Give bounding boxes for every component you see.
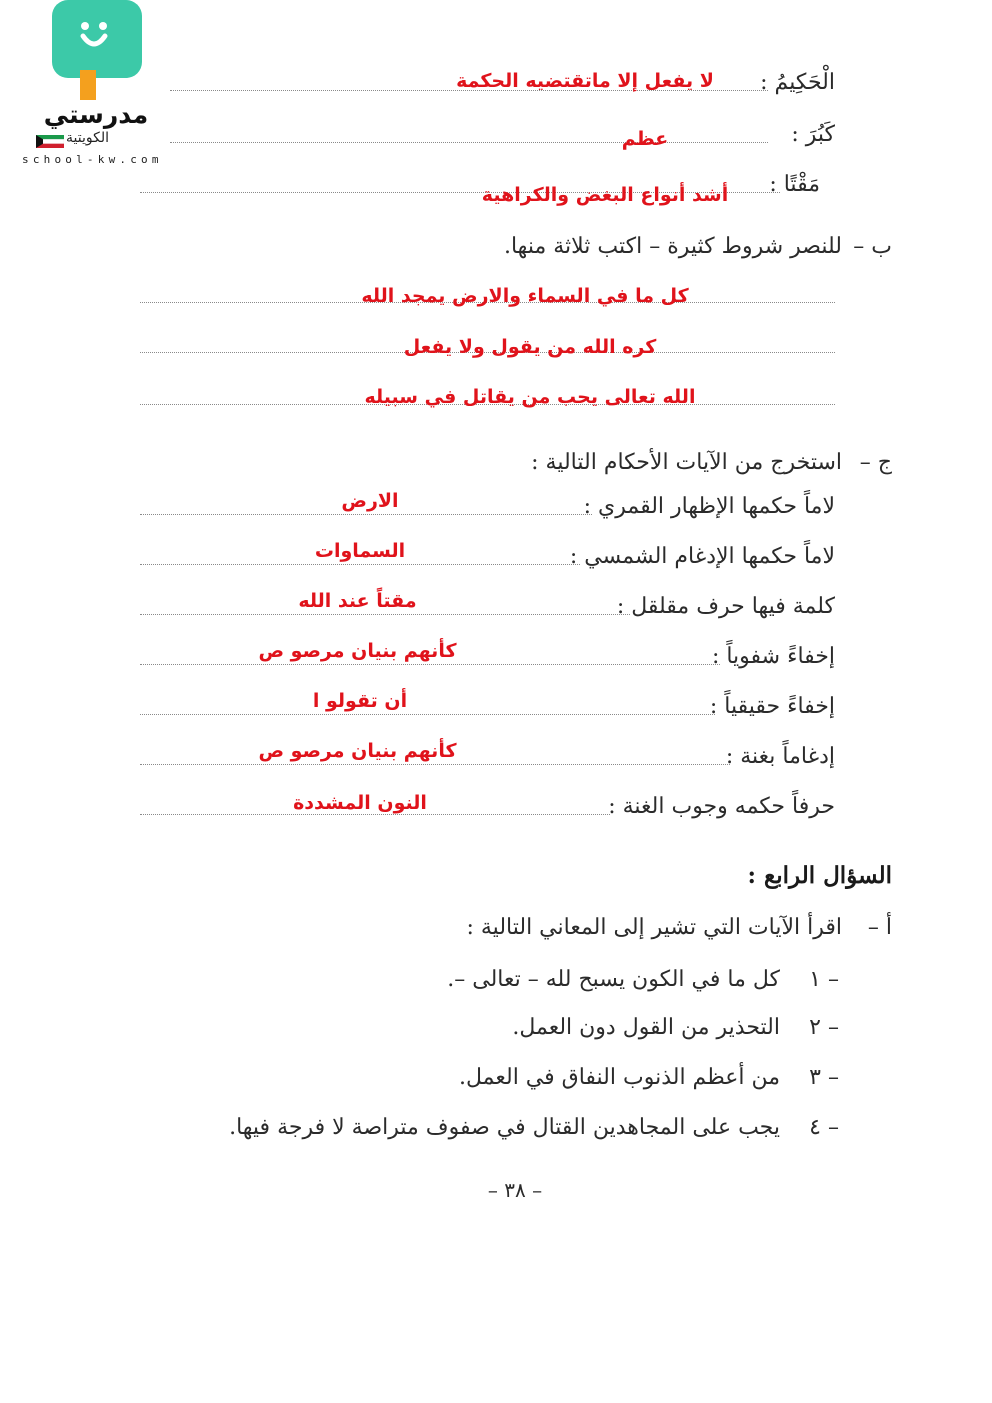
term-al-hakeem: الْحَكِيمُ :	[760, 70, 835, 95]
question-four-prompt: اقرأ الآيات التي تشير إلى المعاني التالية :	[466, 915, 842, 940]
answer-text: عظم	[621, 128, 669, 150]
answer-line	[140, 664, 720, 665]
section-c-answer: مقتاً عند الله	[298, 590, 417, 612]
meaning-number: ٣ –	[809, 1065, 839, 1090]
smile-icon	[76, 18, 112, 54]
section-c-question: لاماً حكمها الإظهار القمري :	[583, 494, 835, 519]
section-b-label: ب –	[853, 234, 892, 259]
page-number: – ٣٨ –	[487, 1178, 543, 1202]
meaning-number: ١ –	[809, 967, 839, 992]
section-c-answer: كأنهم بنيان مرصو ص	[258, 740, 457, 762]
meaning-text: كل ما في الكون يسبح لله – تعالى –.	[447, 967, 780, 992]
section-c-question: إخفاءً شفوياً :	[711, 644, 835, 669]
answer-text: أشد أنواع البغض والكراهية	[481, 184, 729, 206]
answer-line	[140, 764, 730, 765]
section-c-question: إدغاماً بغنة :	[725, 744, 835, 769]
site-logo	[10, 0, 170, 170]
logo-url: school-kw.com	[22, 153, 163, 166]
term-maqtan: مَقْتًا :	[769, 172, 820, 197]
answer-text: لا يفعل إلا ماتقتضيه الحكمة	[456, 70, 714, 92]
section-c-question: حرفاً حكمه وجوب الغنة :	[608, 794, 835, 819]
kuwait-flag-icon	[36, 135, 64, 148]
answer-line	[140, 614, 630, 615]
section-b-answer-3: الله تعالى يحب من يقاتل في سبيله	[364, 386, 696, 408]
question-four-title: السؤال الرابع :	[747, 862, 892, 889]
term-kabura: كَبُرَ :	[791, 122, 835, 147]
section-b-prompt: للنصر شروط كثيرة – اكتب ثلاثة منها.	[503, 234, 842, 259]
section-c-question: كلمة فيها حرف مقلقل :	[616, 594, 835, 619]
logo-ribbon	[80, 70, 96, 100]
meaning-text: من أعظم الذنوب النفاق في العمل.	[459, 1065, 780, 1090]
answer-line	[140, 514, 592, 515]
meaning-text: يجب على المجاهدين القتال في صفوف متراصة لا فرجة فيها.	[229, 1115, 780, 1140]
section-c-question: إخفاءً حقيقياً :	[709, 694, 835, 719]
answer-line	[140, 714, 715, 715]
logo-name: مدرستي	[43, 100, 149, 129]
meaning-number: ٤ –	[809, 1115, 839, 1140]
section-c-label: ج –	[859, 450, 892, 475]
section-c-answer: أن تقولو ا	[312, 690, 408, 712]
meaning-text: التحذير من القول دون العمل.	[512, 1015, 780, 1040]
question-four-label: أ –	[867, 915, 892, 940]
answer-line	[140, 564, 580, 565]
section-c-answer: الارض	[341, 490, 399, 512]
section-c-question: لاماً حكمها الإدغام الشمسي :	[569, 544, 835, 569]
section-c-answer: النون المشددة	[293, 792, 427, 814]
section-b-answer-1: كل ما في السماء والارض يمجد الله	[361, 285, 689, 307]
section-b-answer-2: كره الله من يقول ولا يفعل	[403, 336, 657, 358]
section-c-answer: كأنهم بنيان مرصو ص	[258, 640, 457, 662]
section-c-answer: السماوات	[314, 540, 406, 562]
logo-subtitle: الكويتية	[66, 130, 109, 146]
meaning-number: ٢ –	[809, 1015, 839, 1040]
answer-line	[140, 814, 610, 815]
section-c-prompt: استخرج من الآيات الأحكام التالية :	[531, 450, 842, 475]
